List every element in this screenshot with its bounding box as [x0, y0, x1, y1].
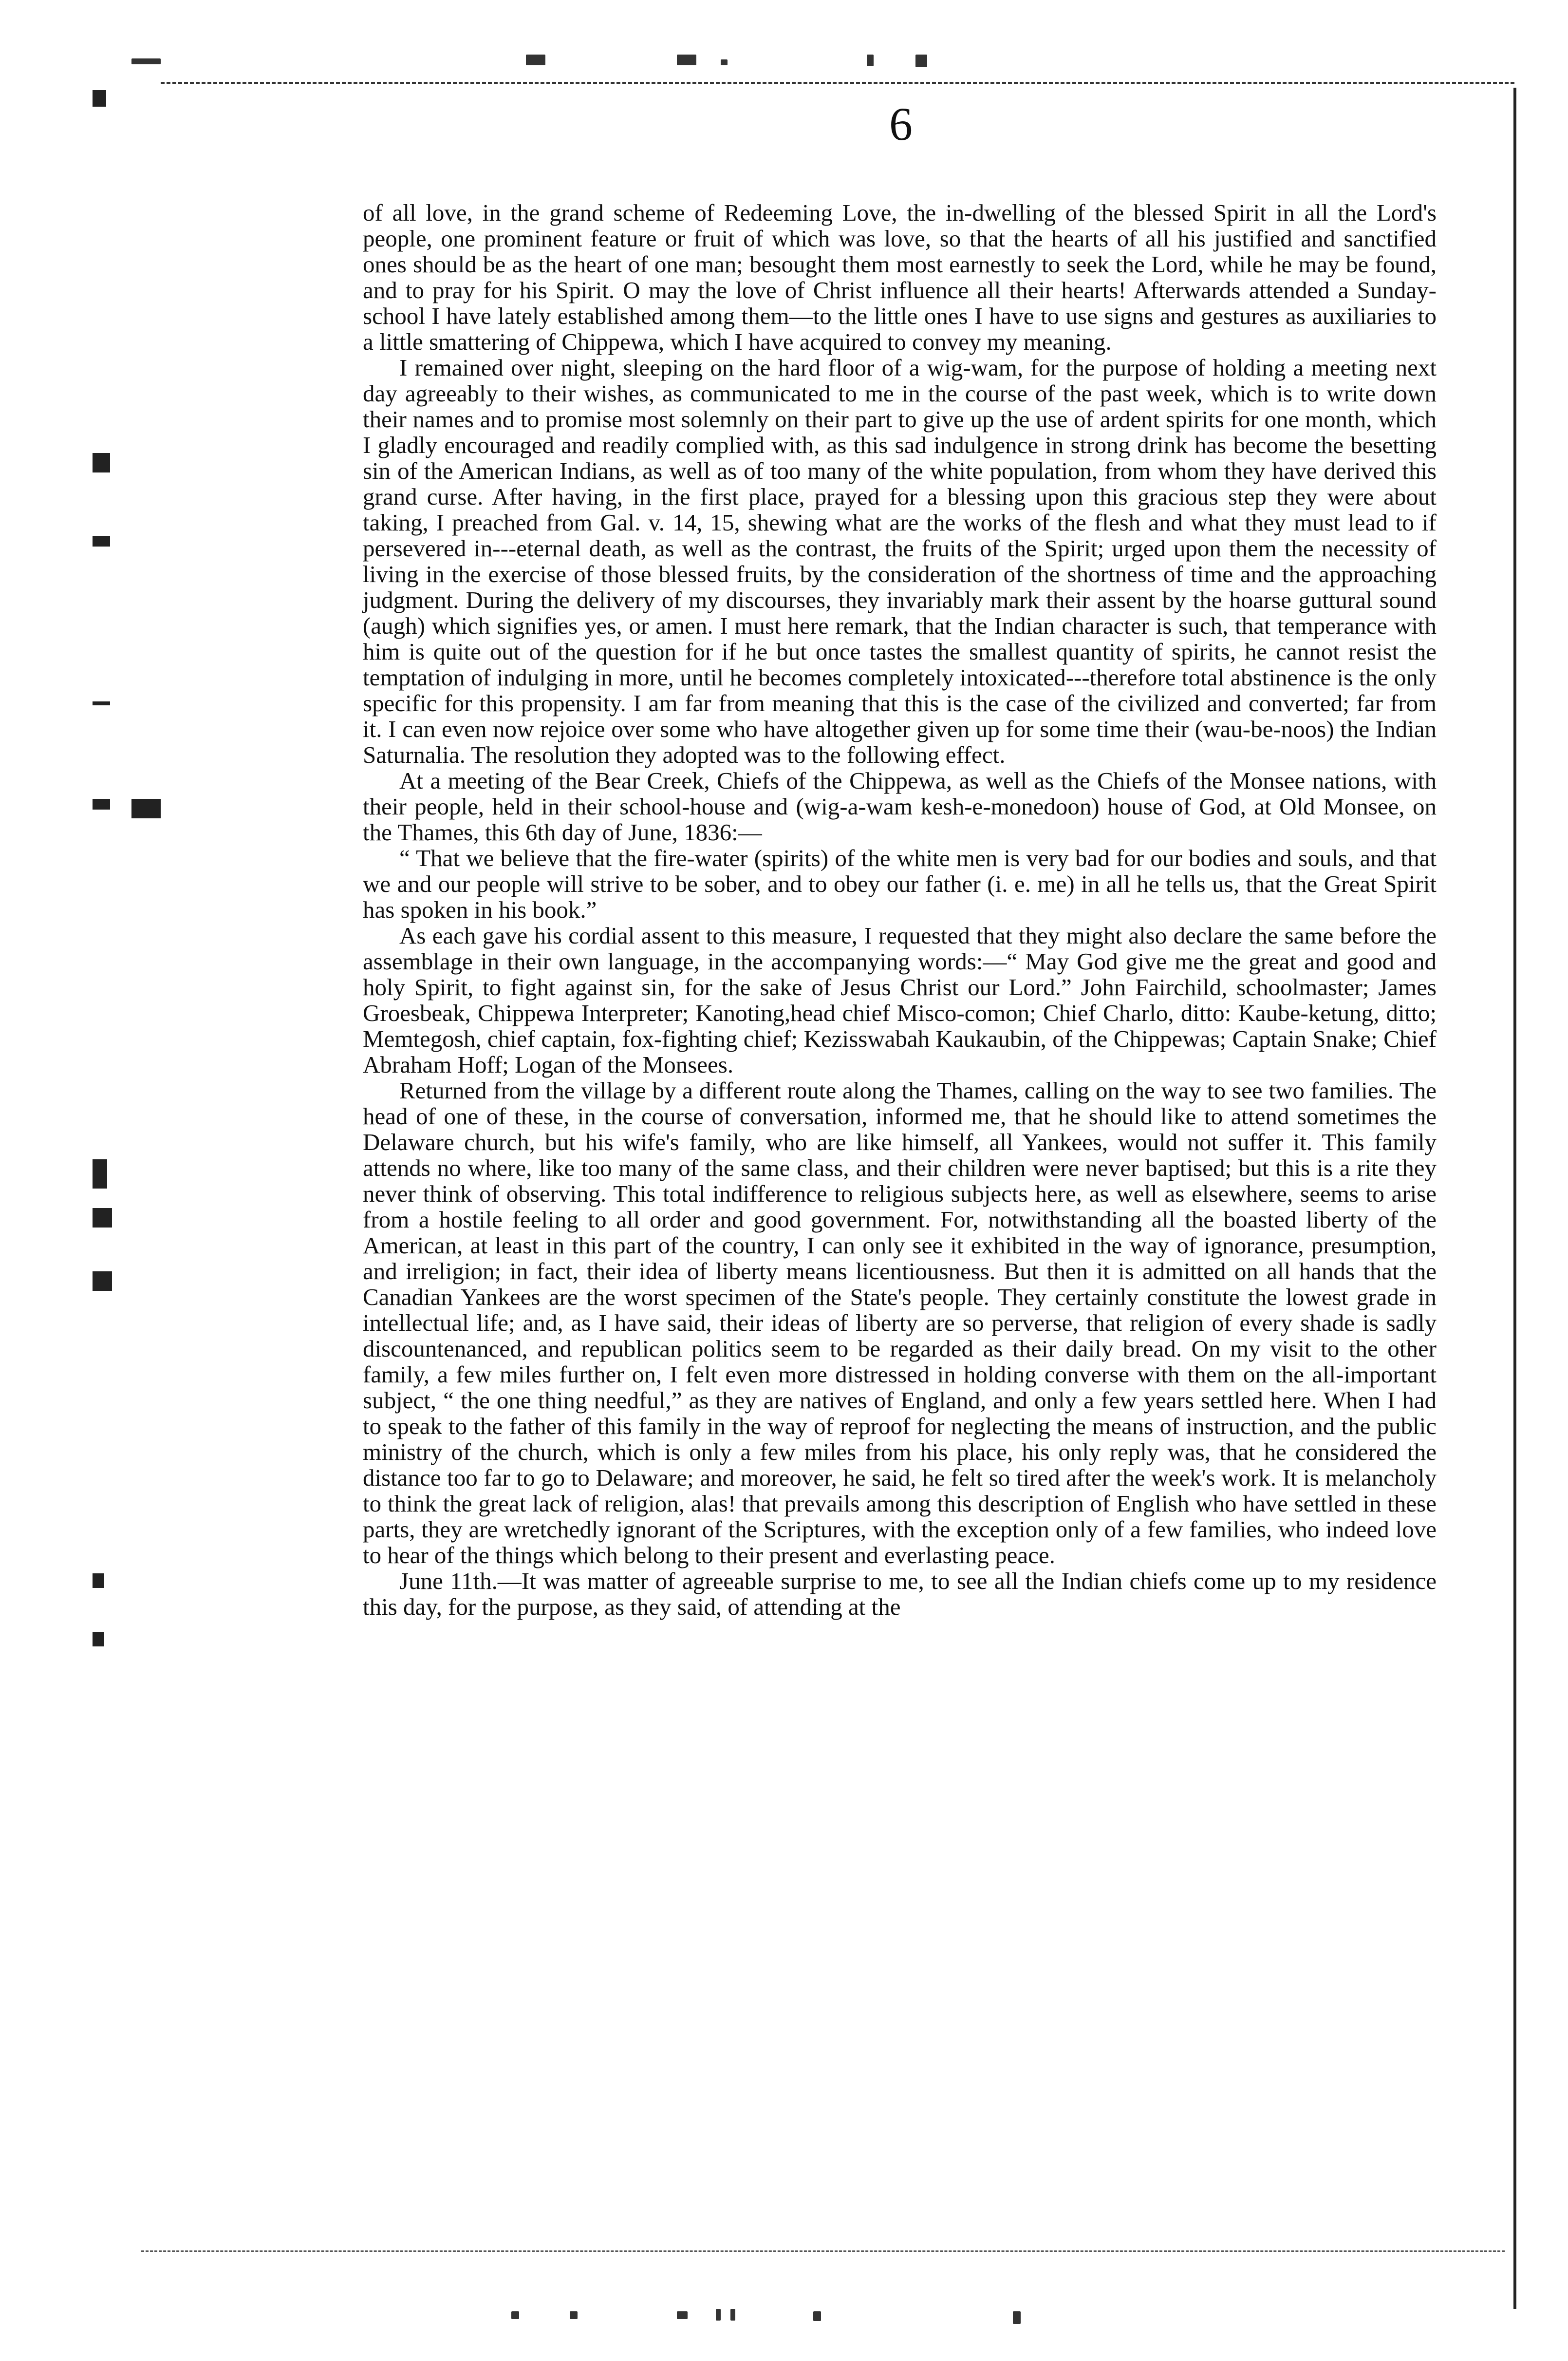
body-text: [363, 200, 1437, 1620]
margin-mark: [93, 453, 110, 472]
paragraph: At a meeting of the Bear Creek, Chiefs of the Chippewa, as well as the Chiefs of the Monsee nations, with their people, held in their school-house and (wig-a-wam kesh-e-monedoon) house of God, at Old Monsee, on the Thames, this 6th day of June, 1836:—: [363, 767, 1437, 846]
margin-mark: [93, 1632, 104, 1646]
scan-mark: [721, 59, 728, 65]
margin-mark: [93, 1271, 112, 1291]
scan-mark: [511, 2311, 519, 2319]
top-rule: [161, 82, 1514, 84]
scan-mark: [570, 2311, 578, 2319]
scan-mark: [730, 2309, 735, 2321]
scan-mark: [526, 55, 545, 65]
scan-mark: [1013, 2311, 1021, 2324]
scan-mark: [813, 2311, 821, 2321]
paragraph: I remained over night, sleeping on the hard floor of a wig-wam, for the purpose of holding a meeting next day agreeably to their wishes, as communicated to me in the course of the past week, which is to write down their names and to promise most solemnly on their part to give up the use of ardent spirits for one month, which I gladly encouraged and readily complied with, as this sad indulgence in strong drink has become the besetting sin of the American Indians, as well as of too many of the white population, from whom they have derived this grand curse. After having, in the first place, prayed for a blessing upon this gracious step they were about taking, I preached from Gal. v. 14, 15, shewing what are the works of the flesh and what they must lead to if persevered in---eternal death, as well as the contrast, the fruits of the Spirit; urged upon them the necessity of living in the exercise of those blessed fruits, by the consideration of the shortness of time and the approaching judgment. During the delivery of my discourses, they invariably mark their assent by the hoarse guttural sound (augh) which signifies yes, or amen. I must here remark, that the Indian character is such, that temperance with him is quite out of the question for if he but once tastes the smallest quantity of spirits, he cannot resist the temptation of indulging in more, until he becomes completely intoxicated---therefore total abstinence is the only specific for this propensity. I am far from meaning that this is the case of the civilized and converted; far from it. I can even now rejoice over some who have altogether given up for some time their (wau-be-noos) the Indian Saturnalia. The resolution they adopted was to the following effect.: [363, 354, 1437, 768]
scan-mark: [867, 55, 874, 66]
bottom-rule: [141, 2250, 1505, 2252]
page-number: 6: [889, 98, 913, 150]
margin-mark: [93, 90, 106, 107]
paragraph: of all love, in the grand scheme of Redeeming Love, the in-dwelling of the blessed Spirit in all the Lord's people, one prominent feature or fruit of which was love, so that the hearts of all his justified and sanctified ones should be as the heart of one man; besought them most earnestly to seek the Lord, while he may be found, and to pray for his Spirit. O may the love of Christ influence all their hearts! Afterwards attended a Sunday- school I have lately established among them—to the little ones I have to use signs and gestures as auxiliaries to a little smattering of Chippewa, which I have acquired to convey my meaning.: [363, 199, 1437, 355]
paragraph: Returned from the village by a different route along the Thames, calling on the way to see two families. The head of one of these, in the course of conversation, informed me, that he should like to attend sometimes the Delaware church, but his wife's family, who are like himself, all Yankees, would not suffer it. This family attends no where, like too many of the same class, and their children were never baptised; but this is a rite they never think of observing. This total indifference to religious subjects here, as well as elsewhere, seems to arise from a hostile feeling to all order and good government. For, notwithstanding all the boasted liberty of the American, at least in this part of the country, I can only see it exhibited in the way of ignorance, presumption, and irreligion; in fact, their idea of liberty means licentiousness. But then it is admitted on all hands that the Canadian Yankees are the worst specimen of the State's people. They certainly constitute the lowest grade in intellectual life; and, as I have said, their ideas of liberty are so perverse, that religion of every shade is sadly discountenanced, and republican politics seem to be regarded as their daily bread. On my visit to the other family, a few miles further on, I felt even more distressed in holding converse with them on the all-important subject, “ the one thing needful,” as they are natives of England, and only a few years settled here. When I had to speak to the father of this family in the way of reproof for neglecting the means of instruction, and the public ministry of the church, which is only a few miles from his place, his only reply was, that he considered the distance too far to go to Delaware; and moreover, he said, he felt so tired after the week's work. It is melancholy to think the great lack of religion, alas! that prevails among this description of English who have settled in these parts, they are wretchedly ignorant of the Scriptures, with the exception only of a few families, who indeed love to hear of the things which belong to their present and everlasting peace.: [363, 1077, 1437, 1568]
scan-mark: [915, 55, 927, 67]
scan-mark: [716, 2309, 721, 2321]
margin-mark: [93, 1159, 107, 1189]
margin-mark: [93, 1208, 112, 1228]
paragraph: As each gave his cordial assent to this measure, I requested that they might also declare the same before the assemblage in their own language, in the accompanying words:—“ May God give me the great and good and holy Spirit, to fight against sin, for the sake of Jesus Christ our Lord.” John Fairchild, schoolmaster; James Groesbeak, Chippewa Interpreter; Kanoting,head chief Misco-comon; Chief Charlo, ditto: Kaube-ketung, ditto; Memtegosh, chief captain, fox-fighting chief; Kezisswabah Kaukaubin, of the Chippewas; Captain Snake; Chief Abraham Hoff; Logan of the Monsees.: [363, 922, 1437, 1078]
resolution-quote: “ That we believe that the fire-water (spirits) of the white men is very bad for our bodies and souls, and that we and our people will strive to be sober, and to obey our father (i. e. me) in all he tells us, that the Great Spirit has spoken in his book.”: [363, 845, 1437, 923]
margin-mark: [93, 536, 110, 547]
right-margin-rule: [1513, 88, 1516, 2309]
margin-mark: [93, 1573, 104, 1588]
margin-mark: [131, 799, 161, 818]
paragraph: June 11th.—It was matter of agreeable surprise to me, to see all the Indian chiefs come up to my residence this day, for the purpose, as they said, of attending at the: [363, 1568, 1437, 1620]
scan-mark: [677, 55, 696, 65]
scan-mark: [677, 2311, 688, 2319]
margin-mark: [93, 799, 110, 810]
margin-mark: [93, 701, 110, 705]
scan-mark: [131, 58, 161, 64]
